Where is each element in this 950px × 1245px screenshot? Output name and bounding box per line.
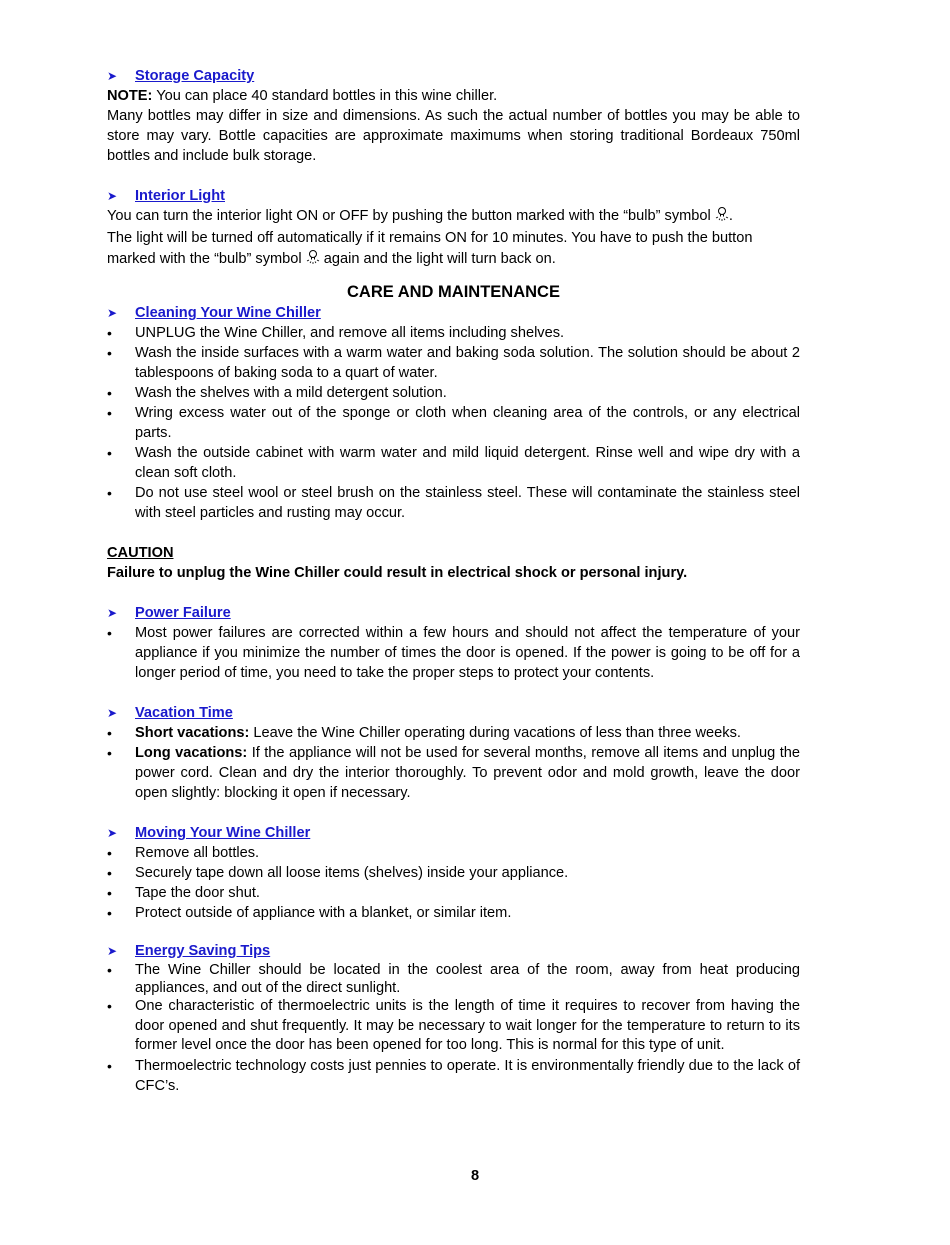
- list-item: [107, 883, 800, 903]
- arrow-bullet-icon: ➤: [107, 306, 118, 320]
- section-power-failure: [107, 603, 800, 623]
- list-item-text: Wash the outside cabinet with warm water and mild liquid detergent. Rinse well and wipe dry with a clean soft cloth.: [135, 445, 800, 481]
- list-item: [107, 903, 800, 923]
- bullet-icon: •: [107, 405, 112, 421]
- list-item: [107, 843, 800, 863]
- caution-text: Failure to unplug the Wine Chiller could result in electrical shock or personal injury.: [107, 565, 688, 581]
- list-item: [107, 1056, 800, 1096]
- list-item: [107, 403, 800, 443]
- list-item: [107, 743, 800, 803]
- storage-note: [107, 86, 800, 106]
- section-interior-light: [107, 186, 800, 206]
- note-label: NOTE:: [107, 88, 153, 104]
- list-item-text: One characteristic of thermoelectric units is the length of time it requires to recover from having the door opened and shut frequently. It may be necessary to wait longer for the temperature to return to its former level once the door has been opened for too long. This is normal for this type of unit.: [135, 998, 800, 1053]
- arrow-bullet-icon: ➤: [107, 69, 118, 83]
- bullet-icon: •: [107, 962, 112, 978]
- section-title: Power Failure: [135, 605, 231, 621]
- vacation-list: [107, 723, 800, 803]
- interior-light-text-end: again and the light will turn back on.: [319, 251, 556, 267]
- section-moving: [107, 823, 800, 843]
- list-item: [107, 383, 800, 403]
- short-vacations-label: Short vacations:: [135, 725, 250, 741]
- bullet-icon: •: [107, 385, 112, 401]
- list-item-text: Wash the inside surfaces with a warm water and baking soda solution. The solution should be about 2 tablespoons of baking soda to a quart of water.: [135, 345, 800, 381]
- bullet-icon: •: [107, 885, 112, 901]
- bullet-icon: •: [107, 845, 112, 861]
- short-vacations-text: Leave the Wine Chiller operating during vacations of less than three weeks.: [249, 725, 741, 741]
- list-item-text: Securely tape down all loose items (shelves) inside your appliance.: [135, 865, 569, 881]
- bullet-icon: •: [107, 905, 112, 921]
- section-energy-saving: [107, 941, 800, 961]
- section-cleaning: [107, 303, 800, 323]
- list-item-text: Most power failures are corrected within a few hours and should not affect the temperature of your appliance if you minimize the number of times the door is opened. If the power is going to be off for a longer period of time, you need to take the proper steps to protect your contents.: [135, 625, 800, 681]
- bullet-icon: •: [107, 485, 112, 501]
- list-item: [107, 997, 800, 1056]
- list-item-text: [135, 723, 800, 743]
- section-title: Moving Your Wine Chiller: [135, 825, 311, 841]
- manual-page: [107, 66, 800, 1096]
- list-item-text: Protect outside of appliance with a blanket, or similar item.: [135, 905, 512, 921]
- bullet-icon: •: [107, 745, 112, 761]
- energy-list: [107, 961, 800, 1096]
- bullet-icon: •: [107, 865, 112, 881]
- list-item-text: [135, 743, 800, 803]
- list-item-text: The Wine Chiller should be located in the coolest area of the room, away from heat producing appliances, and out of the direct sunlight.: [135, 962, 800, 996]
- interior-light-text: You can turn the interior light ON or OFF by pushing the button marked with the “bulb” symbol: [107, 208, 715, 224]
- interior-light-line-1: [107, 206, 800, 226]
- section-storage-capacity: [107, 66, 800, 86]
- power-failure-list: [107, 623, 800, 683]
- storage-paragraph: Many bottles may differ in size and dimensions. As such the actual number of bottles you may be able to store may vary. Bottle capacities are approximate maximums when storing traditional Bordeaux 750ml bottles and include bulk storage.: [107, 108, 800, 164]
- list-item: [107, 323, 800, 343]
- bullet-icon: •: [107, 1057, 112, 1074]
- bullet-icon: •: [107, 345, 112, 361]
- bullet-icon: •: [107, 625, 112, 641]
- section-vacation-time: [107, 703, 800, 723]
- long-vacations-label: Long vacations:: [135, 745, 248, 761]
- cleaning-list: [107, 323, 800, 523]
- bulb-icon: [715, 206, 729, 222]
- moving-list: [107, 843, 800, 923]
- arrow-bullet-icon: ➤: [107, 189, 118, 203]
- bulb-icon: [306, 249, 320, 265]
- list-item: [107, 961, 800, 997]
- arrow-bullet-icon: ➤: [107, 606, 118, 620]
- list-item-text: UNPLUG the Wine Chiller, and remove all items including shelves.: [135, 325, 565, 341]
- arrow-bullet-icon: ➤: [107, 944, 118, 958]
- list-item-text: Tape the door shut.: [135, 885, 260, 901]
- interior-light-text-end: .: [728, 208, 733, 224]
- arrow-bullet-icon: ➤: [107, 706, 118, 720]
- section-title: Interior Light: [135, 188, 225, 204]
- list-item: [107, 723, 800, 743]
- note-text: You can place 40 standard bottles in this wine chiller.: [152, 88, 498, 104]
- care-maintenance-heading: CARE AND MAINTENANCE: [347, 283, 560, 301]
- list-item-text: Thermoelectric technology costs just pennies to operate. It is environmentally friendly due to the lack of CFC’s.: [135, 1057, 800, 1094]
- arrow-bullet-icon: ➤: [107, 826, 118, 840]
- section-title: Cleaning Your Wine Chiller: [135, 305, 321, 321]
- list-item-text: Wring excess water out of the sponge or cloth when cleaning area of the controls, or any electrical parts.: [135, 405, 800, 441]
- list-item: [107, 863, 800, 883]
- long-vacations-text: If the appliance will not be used for several months, remove all items and unplug the power cord. Clean and dry the interior thoroughly. To prevent odor and mold growth, leave the door open slightly: blocking it open if necessary.: [135, 745, 800, 801]
- bullet-icon: •: [107, 325, 112, 341]
- list-item: [107, 343, 800, 383]
- interior-light-line-2: The light will be turned off automatically if it remains ON for 10 minutes. You have to push the button: [107, 230, 753, 246]
- page-number: 8: [470, 1168, 480, 1184]
- list-item-text: Do not use steel wool or steel brush on the stainless steel. These will contaminate the stainless steel with steel particles and rusting may occur.: [135, 485, 800, 521]
- interior-light-text: marked with the “bulb” symbol: [107, 251, 306, 267]
- list-item-text: Wash the shelves with a mild detergent solution.: [135, 385, 447, 401]
- bullet-icon: •: [107, 998, 112, 1014]
- list-item: [107, 443, 800, 483]
- section-title: Storage Capacity: [135, 68, 255, 84]
- list-item-text: Remove all bottles.: [135, 845, 260, 861]
- caution-label: CAUTION: [107, 545, 174, 561]
- bullet-icon: •: [107, 725, 112, 741]
- list-item: [107, 483, 800, 523]
- section-title: Vacation Time: [135, 705, 233, 721]
- list-item: [107, 623, 800, 683]
- bullet-icon: •: [107, 445, 112, 461]
- section-title: Energy Saving Tips: [135, 943, 271, 959]
- interior-light-line-3: [107, 249, 800, 269]
